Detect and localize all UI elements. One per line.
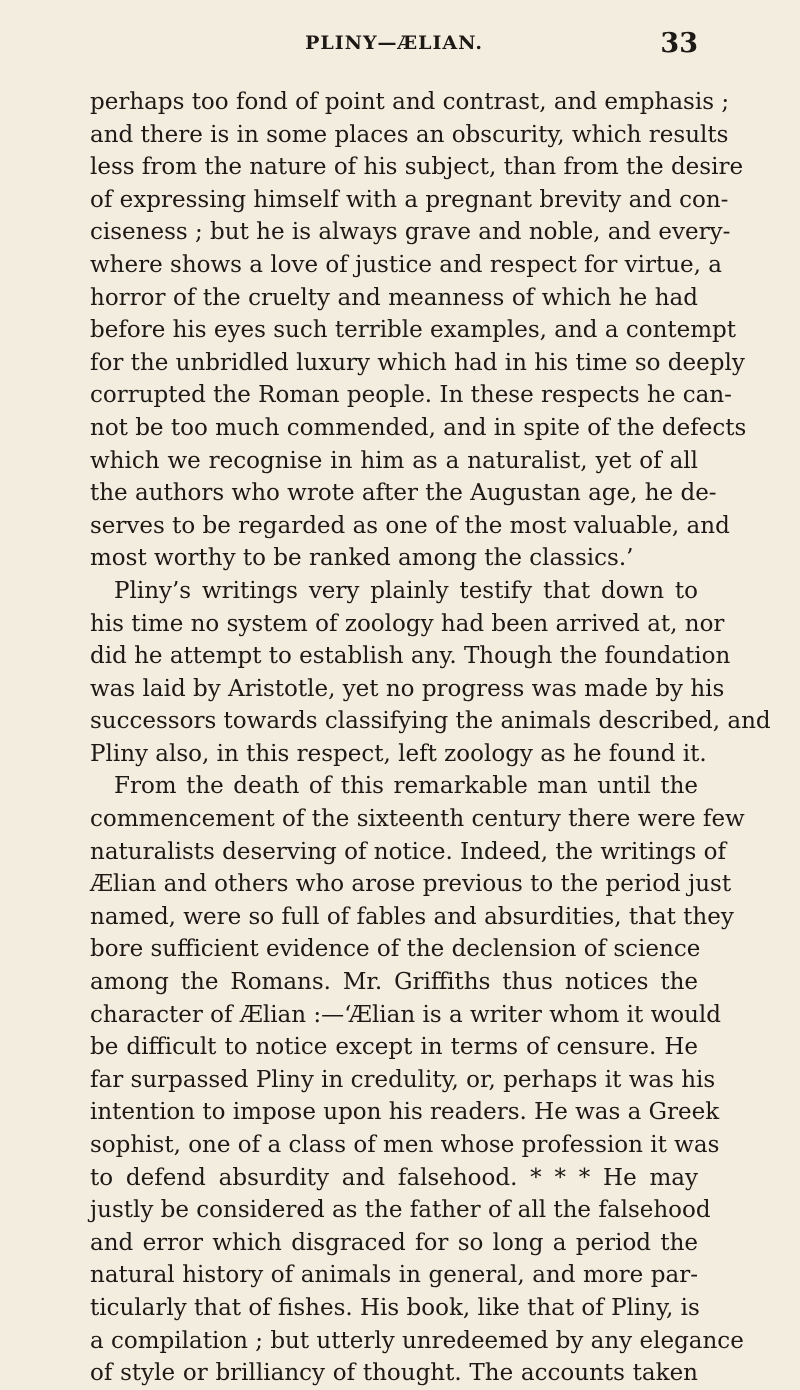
running-title: PLINY—ÆLIAN. [305,32,483,54]
text-line: and there is in some places an obscurity, which results [90,121,729,148]
text-line: Pliny also, in this respect, left zoology as he found it. [90,740,707,767]
text-line: named, were so full of fables and absurdities, that they [90,903,734,930]
text-line: and error which disgraced for so long a period the [90,1229,698,1256]
text-line: where shows a love of justice and respect for virtue, a [90,251,723,278]
text-line: not be too much commended, and in spite of the defects [90,414,747,441]
text-line: Pliny’s writings very plainly testify that down to [114,577,698,604]
text-line: successors towards classifying the animals described, and [90,708,771,735]
running-header [90,28,698,64]
body-text [90,86,771,1390]
text-line: did he attempt to establish any. Though the foundation [90,643,731,670]
text-line: ticularly that of fishes. His book, like that of Pliny, is [90,1294,700,1321]
text-line: corrupted the Roman people. In these respects he can- [90,382,732,409]
text-line: before his eyes such terrible examples, and a contempt [90,317,737,344]
text-line: intention to impose upon his readers. He was a Greek [90,1099,720,1126]
text-line: natural history of animals in general, and more par- [90,1262,698,1289]
text-line: horror of the cruelty and meanness of which he had [90,284,698,311]
text-line: sophist, one of a class of men whose profession it was [90,1132,720,1158]
text-line: justly be considered as the father of all the falsehood [90,1197,711,1224]
text-line: most worthy to be ranked among the classics.’ [90,545,634,572]
text-line: to defend absurdity and falsehood. * * * He may [90,1164,698,1191]
text-line: for the unbridled luxury which had in his time so deeply [90,349,745,376]
text-line: a compilation ; but utterly unredeemed by any elegance [90,1327,744,1354]
text-line: of expressing himself with a pregnant brevity and con- [90,186,729,213]
text-line: his time no system of zoology had been arrived at, nor [90,610,725,637]
text-line: was laid by Aristotle, yet no progress was made by his [90,675,725,702]
text-line: commencement of the sixteenth century there were few [90,806,745,833]
text-line: Ælian and others who arose previous to the period just [90,871,732,898]
text-line: far surpassed Pliny in credulity, or, perhaps it was his [90,1066,716,1093]
text-line: character of Ælian :—‘Ælian is a writer whom it would [90,1001,721,1028]
text-line: the authors who wrote after the Augustan age, he de- [90,480,717,507]
text-line: bore sufficient evidence of the declension of science [90,936,701,963]
text-line: perhaps too fond of point and contrast, and emphasis ; [90,89,730,115]
text-line: among the Romans. Mr. Griffiths thus notices the [90,969,698,996]
page-number: 33 [660,28,698,59]
text-line: be difficult to notice except in terms of censure. He [90,1034,698,1061]
text-line: From the death of this remarkable man until the [114,773,698,800]
text-line: of style or brilliancy of thought. The accounts taken [90,1360,698,1387]
text-line: serves to be regarded as one of the most valuable, and [90,512,730,539]
text-line: which we recognise in him as a naturalist, yet of all [90,447,698,474]
text-line: ciseness ; but he is always grave and noble, and every- [90,219,731,246]
text-line: naturalists deserving of notice. Indeed, the writings of [90,838,726,865]
text-line: less from the nature of his subject, than from the desire [90,154,744,181]
